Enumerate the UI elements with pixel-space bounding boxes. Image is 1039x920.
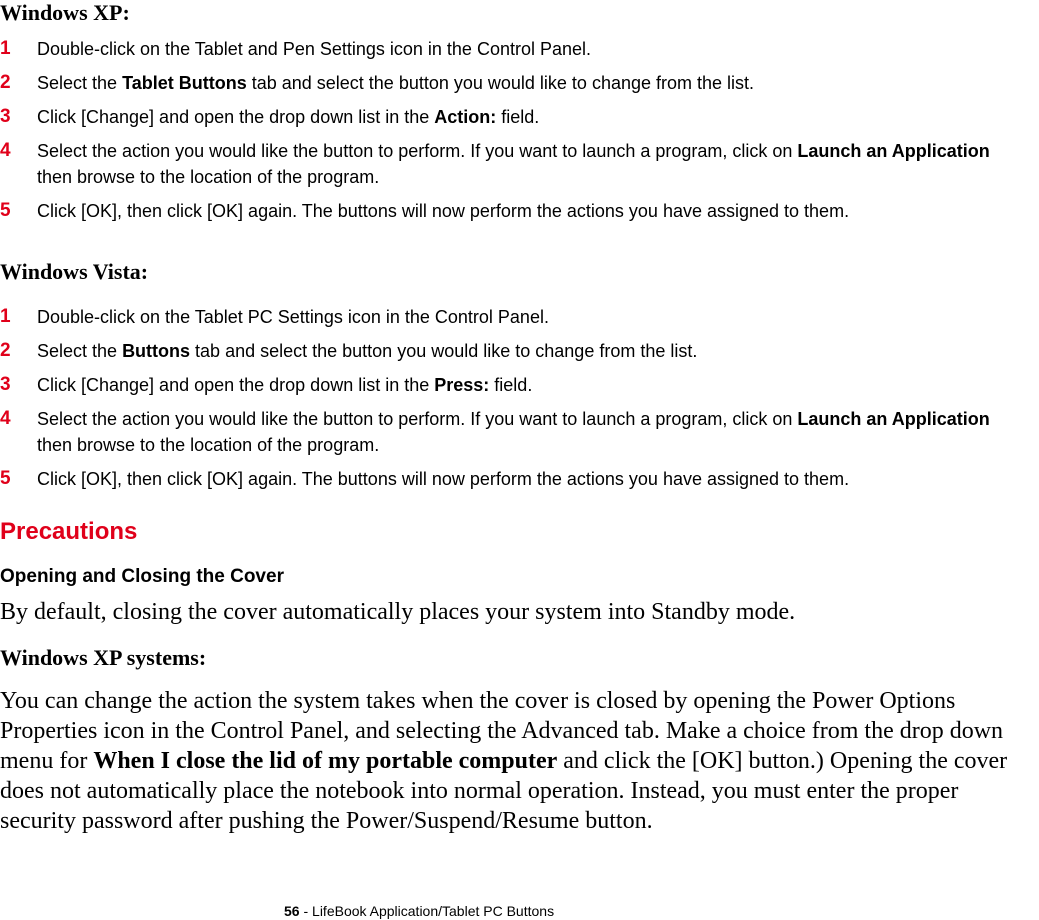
windows-vista-heading: Windows Vista: (0, 259, 149, 284)
step-text: Click [Change] and open the drop down list in the (37, 375, 435, 395)
step-text: tab and select the button you would like to change from the list. (246, 73, 755, 93)
step-number: 1 (0, 38, 11, 59)
step-text: Click [OK], then click [OK] again. The buttons will now perform the actions you have assigned to them. (37, 201, 850, 221)
step-number: 5 (0, 200, 11, 221)
step-text: Double-click on the Tablet and Pen Settings icon in the Control Panel. (37, 39, 592, 59)
page-number: 56 (284, 903, 300, 919)
vista-step-4 (0, 406, 1039, 458)
step-text: field. (489, 375, 533, 395)
step-text: Select the (37, 73, 123, 93)
step-number: 1 (0, 306, 11, 327)
step-text: tab and select the button you would like to change from the list. (190, 341, 698, 361)
vista-step-5 (0, 466, 1039, 492)
page-footer (284, 903, 554, 919)
cover-subheading: Opening and Closing the Cover (0, 566, 284, 587)
lid-setting-name: When I close the lid of my portable computer (93, 748, 558, 774)
footer-separator: - (299, 903, 313, 919)
step-bold: Buttons (122, 341, 191, 361)
step-text: Select the action you would like the button to perform. If you want to launch a program, click on (37, 141, 798, 161)
step-number: 5 (0, 468, 11, 489)
xp-step-2 (0, 70, 1039, 96)
step-bold: Tablet Buttons (122, 73, 247, 93)
precautions-heading: Precautions (0, 518, 138, 545)
step-bold: Launch an Application (797, 141, 990, 161)
vista-step-1 (0, 304, 1039, 330)
step-number: 3 (0, 374, 11, 395)
windows-xp-heading: Windows XP: (0, 0, 130, 25)
step-number: 3 (0, 106, 11, 127)
paragraph-text: and click the [OK] button.) Opening the cover does not automatically place the notebook into normal operation. Instead, you must enter the proper security password after pushing the Power/Suspend/Resume button. (0, 748, 1008, 834)
step-text: Select the action you would like the button to perform. If you want to launch a program, click on (37, 409, 798, 429)
windows-vista-steps (0, 304, 1039, 492)
footer-title: LifeBook Application/Tablet PC Buttons (312, 903, 555, 919)
step-text: then browse to the location of the program. (37, 435, 380, 455)
paragraph-text: You can change the action the system takes when the cover is closed by opening the Power Options Properties icon in the Control Panel, and selecting the Advanced tab. Make a choice from the drop down menu for (0, 688, 1004, 774)
step-text: Click [Change] and open the drop down list in the (37, 107, 435, 127)
step-bold: Action: (434, 107, 497, 127)
step-number: 4 (0, 140, 11, 161)
xp-systems-label: Windows XP systems: (0, 645, 207, 670)
step-text: Double-click on the Tablet PC Settings icon in the Control Panel. (37, 307, 549, 327)
xp-step-3 (0, 104, 1039, 130)
step-number: 2 (0, 72, 11, 93)
step-text: Click [OK], then click [OK] again. The buttons will now perform the actions you have assigned to them. (37, 469, 850, 489)
step-text: Select the (37, 341, 123, 361)
step-text: then browse to the location of the program. (37, 167, 380, 187)
step-text: field. (496, 107, 540, 127)
vista-step-2 (0, 338, 1039, 364)
xp-step-1 (0, 36, 1039, 62)
step-number: 4 (0, 408, 11, 429)
step-number: 2 (0, 340, 11, 361)
xp-step-5 (0, 198, 1039, 224)
windows-xp-steps (0, 36, 1039, 224)
power-options-paragraph (0, 686, 1039, 836)
step-bold: Launch an Application (797, 409, 990, 429)
standby-intro: By default, closing the cover automatically places your system into Standby mode. (0, 599, 796, 625)
step-bold: Press: (434, 375, 490, 395)
xp-step-4 (0, 138, 1039, 190)
vista-step-3 (0, 372, 1039, 398)
